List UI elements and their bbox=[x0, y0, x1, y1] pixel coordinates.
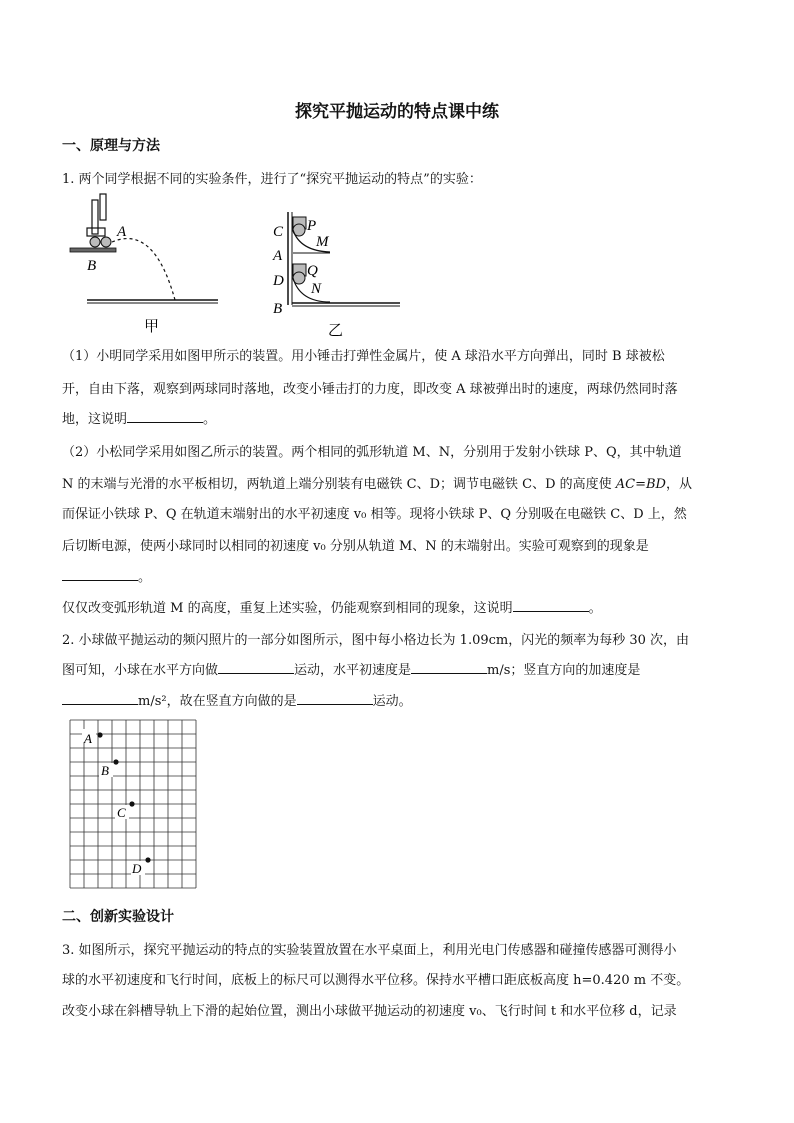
label-p: P bbox=[307, 218, 317, 234]
dot-d bbox=[145, 857, 150, 862]
page-title: 探究平抛运动的特点课中练 bbox=[295, 102, 499, 122]
q1-p1-line3 bbox=[62, 408, 216, 427]
answer-blank-7[interactable] bbox=[297, 692, 373, 705]
q2-line2-text-a: 图可知，小球在水平方向做 bbox=[62, 663, 219, 678]
strobe-grid-figure bbox=[68, 719, 198, 893]
q1-p1-line3-text: 地，这说明 bbox=[62, 412, 128, 427]
grid-label-a: A bbox=[84, 731, 92, 746]
q2-line3 bbox=[62, 690, 412, 709]
q1-p2-line2 bbox=[62, 473, 692, 492]
dot-b bbox=[113, 759, 118, 764]
base-plate bbox=[70, 248, 116, 252]
q1-p2-line2-text: N 的末端与光滑的水平板相切，两轨道上端分别装有电磁铁 C、D；调节电磁铁 C、D 的高度使 bbox=[62, 477, 616, 492]
label-c: C bbox=[273, 224, 284, 240]
clamp bbox=[87, 228, 105, 236]
label-a: A bbox=[117, 224, 127, 240]
q1-p1-line2: 开，自由下落，观察到两球同时落地，改变小锤击打的力度，即改变 A 球被弹出时的速度，两球仍然同时落 bbox=[62, 382, 678, 397]
q1-p2-line2-end: ，从 bbox=[666, 477, 693, 492]
label-b2: B bbox=[273, 301, 283, 317]
label-b: B bbox=[87, 258, 97, 274]
q1-p2-line4: 后切断电源，使两小球同时以相同的初速度 v₀ 分别从轨道 M、N 的末端射出。实验可观察到的现象是 bbox=[62, 539, 649, 554]
caption-yi: 乙 bbox=[328, 323, 344, 339]
q1-p2-line6 bbox=[62, 597, 602, 616]
q1-stem: 1. 两个同学根据不同的实验条件，进行了“探究平抛运动的特点”的实验： bbox=[62, 172, 482, 187]
label-n: N bbox=[311, 281, 322, 297]
dot-c bbox=[129, 801, 134, 806]
caption-jia: 甲 bbox=[144, 319, 160, 335]
figure-yi bbox=[270, 208, 410, 340]
q2-line1: 2. 小球做平抛运动的频闪照片的一部分如图所示，图中每小格边长为 1.09cm，闪光的频率为每秒 30 次，由 bbox=[62, 633, 690, 648]
q1-p2-line5-end: 。 bbox=[138, 570, 152, 585]
label-m: M bbox=[316, 234, 329, 250]
ball-a bbox=[101, 237, 111, 247]
q1-p2-line1: （2）小松同学采用如图乙所示的装置。两个相同的弧形轨道 M、N，分别用于发射小铁球 P、Q，其中轨道 bbox=[62, 445, 682, 460]
figure-jia bbox=[62, 190, 232, 335]
q1-p1-line1: （1）小明同学采用如图甲所示的装置。用小锤击打弹性金属片，使 A 球沿水平方向弹出，同时 B 球被松 bbox=[62, 349, 665, 364]
hammer bbox=[100, 194, 106, 220]
label-a2: A bbox=[273, 248, 283, 264]
q3-line3: 改变小球在斜槽导轨上下滑的起始位置，测出小球做平抛运动的初速度 v₀、飞行时间 t 和水平位移 d，记录 bbox=[62, 1004, 677, 1019]
answer-blank-6[interactable] bbox=[62, 692, 138, 705]
section-heading-2: 二、创新实验设计 bbox=[62, 909, 174, 925]
q1-p2-line3: 而保证小铁球 P、Q 在轨道末端射出的水平初速度 v₀ 相等。现将小铁球 P、Q 分别吸在电磁铁 C、D 上，然 bbox=[62, 507, 687, 522]
grid-label-d: D bbox=[132, 861, 142, 876]
label-d: D bbox=[273, 273, 284, 289]
stand-post bbox=[92, 200, 98, 234]
q1-p2-line5 bbox=[62, 566, 151, 585]
q1-p2-line2-eq: AC=BD bbox=[615, 477, 666, 492]
dot-a bbox=[97, 732, 102, 737]
answer-blank-2[interactable] bbox=[62, 568, 138, 581]
grid-label-b: B bbox=[101, 763, 109, 778]
q3-line2: 球的水平初速度和飞行时间，底板上的标尺可以测得水平位移。保持水平槽口距底板高度 h=0.420 m 不变。 bbox=[62, 973, 690, 988]
q2-line3-text-a: m/s²，故在竖直方向做的是 bbox=[138, 694, 297, 709]
q2-line2-text-b: 运动，水平初速度是 bbox=[294, 663, 412, 678]
answer-blank-1[interactable] bbox=[127, 410, 203, 423]
answer-blank-4[interactable] bbox=[218, 661, 294, 674]
q1-p1-line3-end: 。 bbox=[203, 412, 217, 427]
q2-line3-text-b: 运动。 bbox=[372, 694, 412, 709]
q1-p2-line6-end: 。 bbox=[588, 601, 602, 616]
q2-line2 bbox=[62, 659, 640, 678]
q3-line1: 3. 如图所示，探究平抛运动的特点的实验装置放置在水平桌面上，利用光电门传感器和碰撞传感器可测得小 bbox=[62, 943, 677, 958]
grid-label-c: C bbox=[117, 805, 126, 820]
answer-blank-5[interactable] bbox=[411, 661, 487, 674]
q2-line2-text-c: m/s；竖直方向的加速度是 bbox=[487, 663, 641, 678]
trajectory-a bbox=[112, 239, 175, 300]
answer-blank-3[interactable] bbox=[513, 599, 589, 612]
section-heading-1: 一、原理与方法 bbox=[62, 138, 160, 154]
ball-b bbox=[90, 237, 100, 247]
label-q: Q bbox=[307, 263, 318, 279]
q1-p2-line6-text: 仅仅改变弧形轨道 M 的高度，重复上述实验，仍能观察到相同的现象，这说明 bbox=[62, 601, 513, 616]
